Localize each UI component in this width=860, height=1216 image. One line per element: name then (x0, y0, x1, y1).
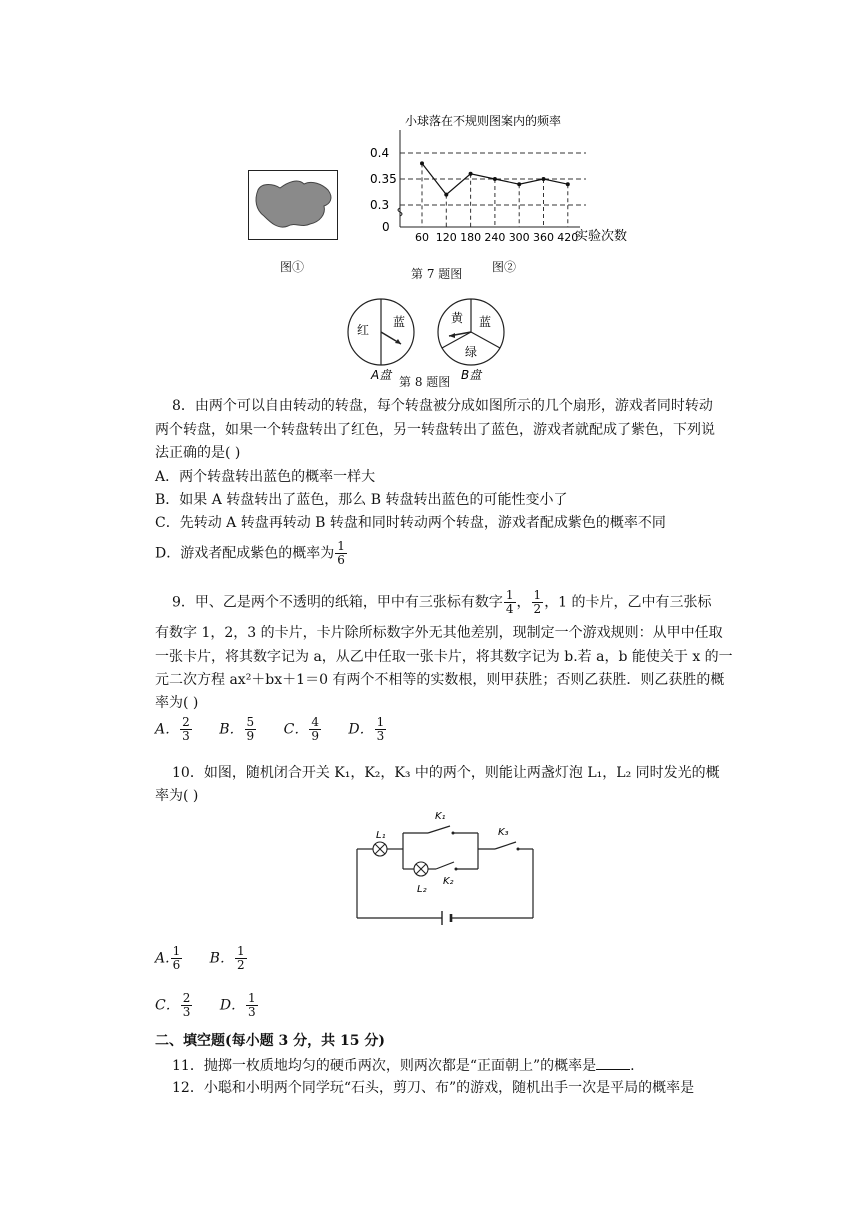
denominator: 3 (248, 1005, 256, 1019)
q9-option-d (348, 716, 387, 743)
q9-text: 9．甲、乙是两个不透明的纸箱，甲中有三张标有数字 (172, 594, 503, 611)
q8-stem-line1: 8．由两个可以自由转动的转盘，每个转盘被分成如图所示的几个扇形，游戏者同时转动 (172, 398, 713, 414)
q10-stem-line1: 10．如图，随机闭合开关 K₁，K₂，K₃ 中的两个，则能让两盏灯泡 L₁，L₂ 同时发光的概 (172, 765, 720, 781)
data-point (444, 193, 448, 197)
q9-stem-line4: 元二次方程 ax²＋bx＋1＝0 有两个不相等的实数根，则甲获胜；否则乙获胜．则乙获胜的概 (155, 672, 725, 688)
label-l2: L₂ (417, 884, 427, 895)
numerator: 4 (311, 715, 319, 729)
q8-option-d-text: D．游戏者配成紫色的概率为 (155, 545, 335, 562)
q9-stem-line5: 率为( ) (155, 695, 199, 711)
data-point (542, 177, 546, 181)
numerator: 1 (505, 588, 514, 602)
label-k1: K₁ (435, 811, 446, 822)
fraction (171, 945, 183, 972)
q11-text: 11．抛掷一枚质地均匀的硬币两次，则两次都是“正面朝上”的概率是 (172, 1058, 597, 1074)
frequency-line-chart (360, 110, 650, 260)
numerator: 1 (533, 588, 542, 602)
option-label: D． (348, 721, 374, 738)
label-l1: L₁ (376, 830, 386, 841)
fraction (532, 589, 544, 616)
denominator: 2 (533, 602, 542, 616)
denominator: 9 (246, 729, 255, 743)
denominator: 9 (311, 729, 319, 743)
fraction (375, 716, 387, 743)
question-11 (172, 1055, 635, 1076)
denominator: 3 (182, 1005, 191, 1019)
q9-options (155, 716, 409, 743)
y-tick-label: 0 (382, 220, 390, 234)
fig1-label: 图① (280, 260, 305, 274)
fraction (335, 540, 347, 567)
disk-a-red: 红 (357, 323, 370, 337)
fraction (246, 992, 258, 1019)
x-tick-label: 420 (557, 231, 579, 244)
section-2-heading: 二、填空题(每小题 3 分，共 15 分) (155, 1033, 385, 1049)
q9-stem-line3: 一张卡片，将其数字记为 a，从乙中任取一张卡片，将其数字记为 b.若 a，b 能使关于 x 的一 (155, 649, 733, 665)
q9-text: ，1 的卡片，乙中有三张标 (544, 594, 712, 611)
label-k2: K₂ (443, 876, 454, 887)
fraction (181, 992, 193, 1019)
numerator: 2 (182, 991, 191, 1005)
data-point (493, 177, 497, 181)
numerator: 2 (182, 715, 190, 729)
numerator: 1 (376, 715, 385, 729)
option-label: A. (155, 950, 170, 967)
label-k3: K₃ (498, 827, 509, 838)
fig7-caption: 第 7 题图 (411, 267, 463, 281)
chart-title: 小球落在不规则图案内的频率 (405, 114, 562, 128)
q10-option-a (155, 945, 183, 972)
numerator: 5 (246, 715, 255, 729)
q11-period: . (630, 1058, 635, 1074)
option-label: A． (155, 721, 180, 738)
fraction (504, 589, 516, 616)
q10-option-c (155, 992, 193, 1019)
lamp-l2-icon (414, 862, 428, 876)
data-point (469, 172, 473, 176)
y-tick-label: 0.4 (370, 146, 390, 160)
disk-b (438, 299, 504, 365)
y-tick-label: 0.35 (370, 172, 397, 186)
denominator: 6 (337, 553, 345, 567)
q8-stem-line2: 两个转盘，如果一个转盘转出了红色，另一转盘转出了蓝色，游戏者就配成了紫色，下列说 (155, 422, 715, 438)
lamp-l1-icon (373, 842, 387, 856)
q9-stem-line1 (172, 589, 712, 616)
numerator: 1 (248, 991, 256, 1005)
q9-comma: ， (516, 594, 531, 611)
q10-stem-line2: 率为( ) (155, 788, 199, 804)
q10-option-d (220, 992, 259, 1019)
q9-option-c (284, 716, 322, 743)
disk-b-label: B盘 (461, 368, 482, 382)
q9-stem-line2: 有数字 1，2，3 的卡片，卡片除所标数字外无其他差别，现制定一个游戏规则：从甲中任取 (155, 625, 723, 641)
option-label: C． (155, 997, 180, 1014)
x-tick-label: 120 (435, 231, 457, 244)
denominator: 2 (236, 958, 245, 972)
x-tick-label: 60 (415, 231, 429, 244)
q9-option-b (219, 716, 257, 743)
numerator: 1 (172, 944, 181, 958)
disk-b-blue: 蓝 (479, 315, 492, 329)
q10-option-b (210, 945, 248, 972)
numerator: 1 (337, 539, 345, 553)
disk-a-blue: 蓝 (393, 315, 406, 329)
q8-option-b: B．如果 A 转盘转出了蓝色，那么 B 转盘转出蓝色的可能性变小了 (155, 492, 568, 508)
q8-option-d (155, 540, 348, 567)
denominator: 4 (505, 602, 514, 616)
numerator: 1 (236, 944, 245, 958)
q8-option-c: C．先转动 A 转盘再转动 B 转盘和同时转动两个转盘，游戏者配成紫色的概率不同 (155, 515, 666, 531)
denominator: 6 (172, 958, 181, 972)
irregular-shape-figure (248, 170, 338, 240)
q9-option-a (155, 716, 193, 743)
x-tick-label: 360 (533, 231, 554, 244)
circuit-diagram (350, 805, 540, 925)
y-tick-label: 0.3 (370, 198, 390, 212)
x-tick-label: 300 (508, 231, 530, 244)
answer-blank[interactable] (596, 1055, 630, 1070)
fraction (180, 716, 192, 743)
option-label: D． (219, 997, 246, 1014)
data-point (566, 182, 570, 186)
question-12: 12．小聪和小明两个同学玩“石头，剪刀、布”的游戏，随机出手一次是平局的概率是 (172, 1080, 695, 1096)
q10-options-row1 (155, 945, 270, 972)
option-label: C． (283, 721, 309, 738)
disk-b-green: 绿 (465, 345, 478, 359)
disk-a (348, 299, 414, 365)
q10-options-row2 (155, 992, 281, 1019)
x-tick-label: 240 (484, 231, 506, 244)
x-tick-label: 180 (460, 231, 482, 244)
fraction (309, 716, 321, 743)
fraction (235, 945, 247, 972)
option-label: B． (219, 721, 244, 738)
option-label: B． (209, 950, 234, 967)
data-point (517, 182, 521, 186)
fraction (245, 716, 257, 743)
data-point (420, 161, 424, 165)
disk-a-label: A盘 (371, 368, 392, 382)
fig8-caption: 第 8 题图 (399, 375, 451, 389)
q8-option-a: A．两个转盘转出蓝色的概率一样大 (155, 469, 376, 485)
q8-stem-line3: 法正确的是( ) (155, 445, 241, 461)
fig2-label: 图② (492, 260, 517, 274)
denominator: 3 (182, 729, 190, 743)
disk-b-yellow: 黄 (451, 311, 464, 325)
x-axis-label: 实验次数 (575, 229, 628, 244)
denominator: 3 (376, 729, 385, 743)
